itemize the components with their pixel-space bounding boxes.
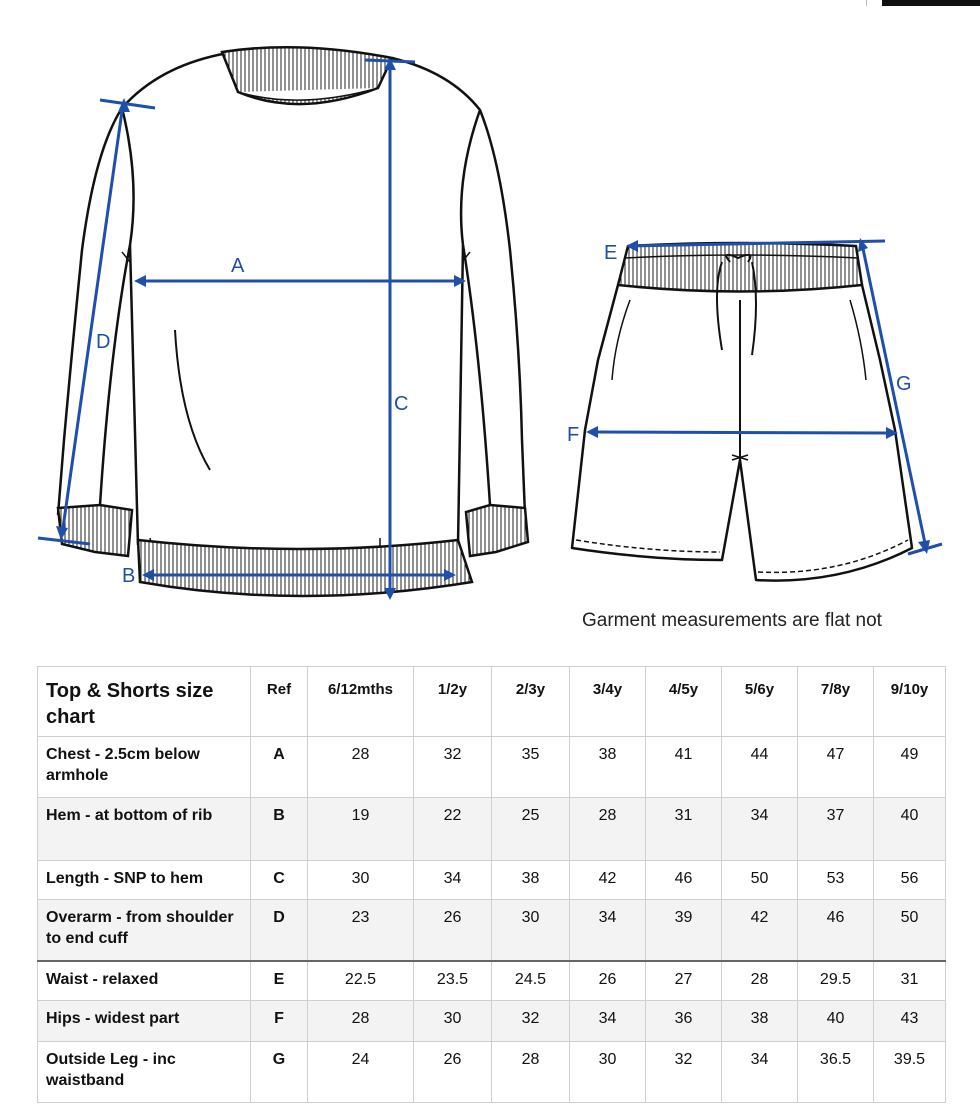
measurement-cell: 19	[308, 798, 414, 861]
measurement-cell: 28	[722, 961, 798, 1001]
measurement-cell: 50	[722, 861, 798, 900]
measurement-cell: 53	[798, 861, 874, 900]
measurement-cell: 39.5	[874, 1042, 946, 1103]
measurement-cell: 47	[798, 737, 874, 798]
table-row	[38, 1001, 946, 1042]
measurement-cell: 28	[492, 1042, 570, 1103]
shorts-drawing	[572, 243, 912, 581]
measurement-cell: 25	[492, 798, 570, 861]
measurement-cell: 43	[874, 1001, 946, 1042]
table-title: Top & Shorts size chart	[38, 667, 251, 737]
row-ref: D	[251, 900, 308, 961]
ref-header: Ref	[251, 667, 308, 737]
measurement-cell: 42	[722, 900, 798, 961]
size-header: 2/3y	[492, 667, 570, 737]
measurement-cell: 23	[308, 900, 414, 961]
label-c: C	[394, 393, 409, 415]
measurement-cell: 38	[570, 737, 646, 798]
measurement-cell: 46	[798, 900, 874, 961]
measurement-note: Garment measurements are flat not	[582, 610, 882, 631]
label-d: D	[96, 331, 111, 353]
row-label: Hips - widest part	[38, 1001, 251, 1042]
measurement-cell: 31	[646, 798, 722, 861]
measurement-cell: 34	[722, 798, 798, 861]
size-header: 6/12mths	[308, 667, 414, 737]
measurement-cell: 30	[492, 900, 570, 961]
row-label: Length - SNP to hem	[38, 861, 251, 900]
size-header: 7/8y	[798, 667, 874, 737]
row-ref: C	[251, 861, 308, 900]
measurement-cell: 49	[874, 737, 946, 798]
row-ref: B	[251, 798, 308, 861]
measurement-cell: 28	[570, 798, 646, 861]
row-label: Chest - 2.5cm below armhole	[38, 737, 251, 798]
measurement-cell: 29.5	[798, 961, 874, 1001]
measurement-cell: 30	[570, 1042, 646, 1103]
measurement-cell: 35	[492, 737, 570, 798]
measurement-cell: 38	[492, 861, 570, 900]
measurement-cell: 30	[414, 1001, 492, 1042]
row-label: Hem - at bottom of rib	[38, 798, 251, 861]
label-g: G	[896, 373, 912, 395]
measurement-cell: 26	[414, 900, 492, 961]
measurement-cell: 32	[492, 1001, 570, 1042]
measurement-cell: 23.5	[414, 961, 492, 1001]
label-f: F	[567, 424, 580, 446]
measurement-cell: 28	[308, 737, 414, 798]
measurement-cell: 26	[570, 961, 646, 1001]
measurement-cell: 34	[570, 1001, 646, 1042]
measurement-cell: 31	[874, 961, 946, 1001]
table-row	[38, 1042, 946, 1103]
label-e: E	[604, 242, 618, 264]
measurement-cell: 40	[798, 1001, 874, 1042]
size-header: 3/4y	[570, 667, 646, 737]
size-header: 4/5y	[646, 667, 722, 737]
measurement-cell: 44	[722, 737, 798, 798]
sweatshirt-drawing	[58, 53, 525, 553]
measurement-cell: 24	[308, 1042, 414, 1103]
measurement-cell: 38	[722, 1001, 798, 1042]
measurement-cell: 28	[308, 1001, 414, 1042]
row-ref: A	[251, 737, 308, 798]
measurement-cell: 34	[570, 900, 646, 961]
row-label: Outside Leg - inc waistband	[38, 1042, 251, 1103]
size-header: 5/6y	[722, 667, 798, 737]
label-b: B	[122, 565, 136, 587]
label-a: A	[231, 255, 245, 277]
measurement-cell: 42	[570, 861, 646, 900]
measurement-cell: 24.5	[492, 961, 570, 1001]
measurement-cell: 30	[308, 861, 414, 900]
measurement-cell: 46	[646, 861, 722, 900]
measurement-cell: 34	[414, 861, 492, 900]
table-row	[38, 861, 946, 900]
measurement-cell: 32	[414, 737, 492, 798]
measurement-cell: 37	[798, 798, 874, 861]
row-ref: F	[251, 1001, 308, 1042]
row-ref: E	[251, 961, 308, 1001]
size-header: 1/2y	[414, 667, 492, 737]
table-row	[38, 798, 946, 861]
table-row	[38, 961, 946, 1001]
measurement-cell: 50	[874, 900, 946, 961]
row-label: Waist - relaxed	[38, 961, 251, 1001]
measurement-cell: 56	[874, 861, 946, 900]
row-ref: G	[251, 1042, 308, 1103]
size-chart-table	[37, 666, 946, 1103]
size-header: 9/10y	[874, 667, 946, 737]
measurement-cell: 40	[874, 798, 946, 861]
table-row	[38, 737, 946, 798]
measurement-cell: 26	[414, 1042, 492, 1103]
table-header-row	[38, 667, 946, 737]
table-row	[38, 900, 946, 961]
row-label: Overarm - from shoulder to end cuff	[38, 900, 251, 961]
measurement-cell: 34	[722, 1042, 798, 1103]
measurement-cell: 22.5	[308, 961, 414, 1001]
measurement-cell: 36	[646, 1001, 722, 1042]
measurement-cell: 39	[646, 900, 722, 961]
measurement-cell: 36.5	[798, 1042, 874, 1103]
measurement-cell: 41	[646, 737, 722, 798]
measurement-cell: 32	[646, 1042, 722, 1103]
measurement-cell: 27	[646, 961, 722, 1001]
measurement-cell: 22	[414, 798, 492, 861]
